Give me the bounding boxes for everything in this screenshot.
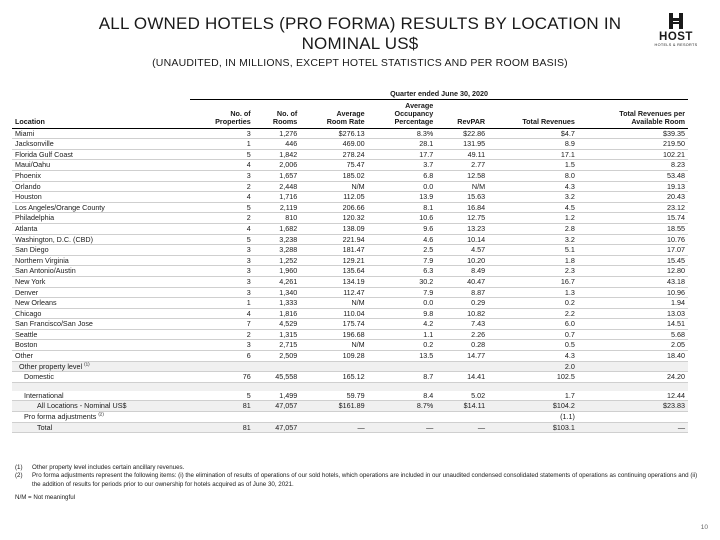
occ-cell: 6.3	[368, 266, 437, 277]
col-properties: No. of Properties	[190, 100, 254, 129]
rate-cell: 109.28	[300, 351, 367, 362]
rooms-cell: 1,716	[254, 192, 301, 203]
trpar-cell: 219.50	[578, 139, 688, 150]
rooms-cell: 1,333	[254, 298, 301, 309]
revenues-cell: 4.3	[488, 181, 578, 192]
occ-cell: 10.6	[368, 213, 437, 224]
rooms-cell: 1,252	[254, 255, 301, 266]
trpar-cell: 2.05	[578, 340, 688, 351]
occ-cell: 9.8	[368, 308, 437, 319]
table-row	[12, 276, 688, 287]
table-row	[12, 139, 688, 150]
period-header: Quarter ended June 30, 2020	[190, 87, 688, 100]
footnote-1: (1) Other property level includes certain ancillary revenues.	[15, 464, 185, 471]
revpar-cell: $22.86	[436, 128, 488, 139]
properties-cell: 3	[190, 128, 254, 139]
revpar-cell: 49.11	[436, 149, 488, 160]
occ-cell: 8.3%	[368, 128, 437, 139]
rate-cell: 221.94	[300, 234, 367, 245]
rooms-cell: 1,816	[254, 308, 301, 319]
table-row	[12, 308, 688, 319]
column-headers	[12, 100, 688, 129]
revpar-cell: 16.84	[436, 202, 488, 213]
properties-cell: 1	[190, 139, 254, 150]
table-row	[12, 170, 688, 181]
rate-cell: N/M	[300, 298, 367, 309]
rooms-cell: 3,288	[254, 245, 301, 256]
properties-cell: 6	[190, 351, 254, 362]
trpar-cell: 10.76	[578, 234, 688, 245]
table-row	[12, 287, 688, 298]
trpar-cell: 10.96	[578, 287, 688, 298]
location-cell: Orlando	[12, 181, 190, 192]
col-location: Location	[12, 100, 190, 129]
revenues-cell: 1.5	[488, 160, 578, 171]
logo-tagline: HOTELS & RESORTS	[654, 43, 698, 47]
location-cell: Chicago	[12, 308, 190, 319]
location-cell: Florida Gulf Coast	[12, 149, 190, 160]
rooms-cell: 4,261	[254, 276, 301, 287]
rooms-cell: 2,509	[254, 351, 301, 362]
revpar-cell: 12.75	[436, 213, 488, 224]
location-cell: Seattle	[12, 329, 190, 340]
col-occupancy: Average Occupancy Percentage	[368, 100, 437, 129]
rate-cell: 120.32	[300, 213, 367, 224]
rate-cell: 278.24	[300, 149, 367, 160]
rate-cell: 112.05	[300, 192, 367, 203]
revenues-cell: 1.3	[488, 287, 578, 298]
properties-cell: 5	[190, 202, 254, 213]
trpar-cell: 17.07	[578, 245, 688, 256]
table-row	[12, 149, 688, 160]
properties-cell: 3	[190, 255, 254, 266]
occ-cell: 4.2	[368, 319, 437, 330]
revenues-cell: 8.0	[488, 170, 578, 181]
revpar-cell: 8.49	[436, 266, 488, 277]
revenues-cell: 4.3	[488, 351, 578, 362]
revpar-cell: 4.57	[436, 245, 488, 256]
occ-cell: 13.9	[368, 192, 437, 203]
properties-cell: 3	[190, 276, 254, 287]
occ-cell: 2.5	[368, 245, 437, 256]
location-cell: Washington, D.C. (CBD)	[12, 234, 190, 245]
domestic-row: Domestic 76 45,558 165.12 8.7 14.41 102.5 24.20	[12, 372, 688, 383]
table-row	[12, 213, 688, 224]
location-cell: Los Angeles/Orange County	[12, 202, 190, 213]
rooms-cell: 446	[254, 139, 301, 150]
revenues-cell: 1.8	[488, 255, 578, 266]
location-cell: San Francisco/San Jose	[12, 319, 190, 330]
properties-cell: 3	[190, 170, 254, 181]
rooms-cell: 1,960	[254, 266, 301, 277]
occ-cell: 9.6	[368, 223, 437, 234]
location-cell: New York	[12, 276, 190, 287]
revpar-cell: 10.14	[436, 234, 488, 245]
revpar-cell: 14.77	[436, 351, 488, 362]
revpar-cell: N/M	[436, 181, 488, 192]
rate-cell: 134.19	[300, 276, 367, 287]
rooms-cell: 2,448	[254, 181, 301, 192]
pro-forma-row: Pro forma adjustments $^{(2)}$ (1.1)	[12, 412, 688, 423]
properties-cell: 4	[190, 160, 254, 171]
table-row	[12, 192, 688, 203]
rooms-cell: 810	[254, 213, 301, 224]
trpar-cell: 1.94	[578, 298, 688, 309]
table-row	[12, 245, 688, 256]
rate-cell: 135.64	[300, 266, 367, 277]
rate-cell: 110.04	[300, 308, 367, 319]
col-revenues: Total Revenues	[488, 100, 578, 129]
properties-cell: 3	[190, 340, 254, 351]
revpar-cell: 0.29	[436, 298, 488, 309]
occ-cell: 7.9	[368, 287, 437, 298]
col-trpar: Total Revenues per Available Room	[578, 100, 688, 129]
rooms-cell: 1,657	[254, 170, 301, 181]
trpar-cell: 12.80	[578, 266, 688, 277]
location-cell: Miami	[12, 128, 190, 139]
revenues-cell: 3.2	[488, 234, 578, 245]
revenues-cell: 4.5	[488, 202, 578, 213]
col-revpar: RevPAR	[436, 100, 488, 129]
occ-cell: 30.2	[368, 276, 437, 287]
occ-cell: 0.0	[368, 181, 437, 192]
rate-cell: $276.13	[300, 128, 367, 139]
occ-cell: 28.1	[368, 139, 437, 150]
rate-cell: 469.00	[300, 139, 367, 150]
table-row	[12, 266, 688, 277]
col-rooms: No. of Rooms	[254, 100, 301, 129]
location-cell: Other	[12, 351, 190, 362]
revpar-cell: 7.43	[436, 319, 488, 330]
trpar-cell: 18.55	[578, 223, 688, 234]
rooms-cell: 1,842	[254, 149, 301, 160]
properties-cell: 7	[190, 319, 254, 330]
occ-cell: 0.0	[368, 298, 437, 309]
occ-cell: 1.1	[368, 329, 437, 340]
revenues-cell: 5.1	[488, 245, 578, 256]
revpar-cell: 10.20	[436, 255, 488, 266]
revpar-cell: 8.87	[436, 287, 488, 298]
trpar-cell: 23.12	[578, 202, 688, 213]
rooms-cell: 4,529	[254, 319, 301, 330]
title-line-1: ALL OWNED HOTELS (PRO FORMA) RESULTS BY LOCATION IN	[98, 14, 622, 33]
rate-cell: N/M	[300, 181, 367, 192]
title-line-2: NOMINAL US$	[301, 34, 419, 53]
rooms-cell: 3,238	[254, 234, 301, 245]
rate-cell: N/M	[300, 340, 367, 351]
occ-cell: 7.9	[368, 255, 437, 266]
location-cell: Maui/Oahu	[12, 160, 190, 171]
properties-cell: 2	[190, 329, 254, 340]
revpar-cell: 2.77	[436, 160, 488, 171]
trpar-cell: 15.74	[578, 213, 688, 224]
rate-cell: 175.74	[300, 319, 367, 330]
location-cell: New Orleans	[12, 298, 190, 309]
table-row	[12, 329, 688, 340]
revpar-cell: 0.28	[436, 340, 488, 351]
revenues-cell: 1.2	[488, 213, 578, 224]
rate-cell: 196.68	[300, 329, 367, 340]
table-row	[12, 234, 688, 245]
all-locations-row: All Locations - Nominal US$ 81 47,057 $161.89 8.7% $14.11 $104.2 $23.83	[12, 401, 688, 412]
properties-cell: 5	[190, 234, 254, 245]
properties-cell: 2	[190, 213, 254, 224]
trpar-cell: $39.35	[578, 128, 688, 139]
properties-cell: 3	[190, 287, 254, 298]
revenues-cell: 17.1	[488, 149, 578, 160]
properties-cell: 4	[190, 308, 254, 319]
rooms-cell: 1,315	[254, 329, 301, 340]
rate-cell: 129.21	[300, 255, 367, 266]
properties-cell: 3	[190, 245, 254, 256]
revenues-cell: 2.8	[488, 223, 578, 234]
properties-cell: 1	[190, 298, 254, 309]
table-row	[12, 298, 688, 309]
table-row	[12, 351, 688, 362]
occ-cell: 3.7	[368, 160, 437, 171]
location-rows	[12, 128, 688, 361]
trpar-cell: 20.43	[578, 192, 688, 203]
revenues-cell: $4.7	[488, 128, 578, 139]
properties-cell: 3	[190, 266, 254, 277]
trpar-cell: 102.21	[578, 149, 688, 160]
trpar-cell: 8.23	[578, 160, 688, 171]
results-table	[12, 87, 688, 433]
occ-cell: 0.2	[368, 340, 437, 351]
trpar-cell: 43.18	[578, 276, 688, 287]
location-cell: Atlanta	[12, 223, 190, 234]
location-cell: Northern Virginia	[12, 255, 190, 266]
revpar-cell: 13.23	[436, 223, 488, 234]
table-row	[12, 181, 688, 192]
rate-cell: 112.47	[300, 287, 367, 298]
revpar-cell: 10.82	[436, 308, 488, 319]
footnotes	[15, 464, 705, 489]
occ-cell: 13.5	[368, 351, 437, 362]
revenues-cell: 0.7	[488, 329, 578, 340]
logo-word: HOST	[659, 31, 693, 43]
rate-cell: 75.47	[300, 160, 367, 171]
rooms-cell: 1,276	[254, 128, 301, 139]
revpar-cell: 40.47	[436, 276, 488, 287]
rate-cell: 181.47	[300, 245, 367, 256]
rooms-cell: 2,715	[254, 340, 301, 351]
rooms-cell: 1,682	[254, 223, 301, 234]
occ-cell: 8.1	[368, 202, 437, 213]
trpar-cell: 13.03	[578, 308, 688, 319]
revenues-cell: 8.9	[488, 139, 578, 150]
international-row: International 5 1,499 59.79 8.4 5.02 1.7 12.44	[12, 391, 688, 401]
table-row	[12, 160, 688, 171]
properties-cell: 5	[190, 149, 254, 160]
trpar-cell: 19.13	[578, 181, 688, 192]
table-row	[12, 202, 688, 213]
revpar-cell: 131.95	[436, 139, 488, 150]
occ-cell: 4.6	[368, 234, 437, 245]
occ-cell: 17.7	[368, 149, 437, 160]
properties-cell: 2	[190, 181, 254, 192]
properties-cell: 4	[190, 192, 254, 203]
trpar-cell: 5.68	[578, 329, 688, 340]
trpar-cell: 53.48	[578, 170, 688, 181]
col-room-rate: Average Room Rate	[300, 100, 367, 129]
revenues-cell: 3.2	[488, 192, 578, 203]
revenues-cell: 16.7	[488, 276, 578, 287]
rate-cell: 138.09	[300, 223, 367, 234]
properties-cell: 4	[190, 223, 254, 234]
location-cell: Philadelphia	[12, 213, 190, 224]
rate-cell: 185.02	[300, 170, 367, 181]
table-row	[12, 319, 688, 330]
page-number: 10	[700, 524, 708, 531]
trpar-cell: 18.40	[578, 351, 688, 362]
location-cell: Jacksonville	[12, 139, 190, 150]
revpar-cell: 15.63	[436, 192, 488, 203]
rooms-cell: 1,340	[254, 287, 301, 298]
location-cell: Denver	[12, 287, 190, 298]
host-logo-icon	[669, 13, 683, 29]
trpar-cell: 14.51	[578, 319, 688, 330]
revenues-cell: 0.2	[488, 298, 578, 309]
location-cell: Phoenix	[12, 170, 190, 181]
table-row	[12, 340, 688, 351]
location-cell: Houston	[12, 192, 190, 203]
revpar-cell: 2.26	[436, 329, 488, 340]
host-logo	[651, 13, 701, 48]
trpar-cell: 15.45	[578, 255, 688, 266]
revenues-cell: 6.0	[488, 319, 578, 330]
nm-note: N/M = Not meaningful	[15, 494, 76, 501]
total-row: Total 81 47,057 — — — $103.1 —	[12, 422, 688, 433]
revenues-cell: 2.2	[488, 308, 578, 319]
location-cell: San Antonio/Austin	[12, 266, 190, 277]
revenues-cell: 0.5	[488, 340, 578, 351]
rooms-cell: 2,119	[254, 202, 301, 213]
rooms-cell: 2,006	[254, 160, 301, 171]
location-cell: San Diego	[12, 245, 190, 256]
revpar-cell: 12.58	[436, 170, 488, 181]
revenues-cell: 2.3	[488, 266, 578, 277]
table-row	[12, 255, 688, 266]
other-property-level-row: Other property level $^{(1)}$ 2.0	[12, 361, 688, 372]
table-row	[12, 128, 688, 139]
footnote-2: (2) Pro forma adjustments represent the following items: (i) the elimination of results of operations of our sold hotels, which operations are included in our unaudited condensed consolidated statements of operations as continuing operations and (ii) the addition of results for periods prior to our ownership for hotels acquired as of June 30, 2021.	[15, 472, 698, 488]
location-cell: Boston	[12, 340, 190, 351]
page-subtitle: (UNAUDITED, IN MILLIONS, EXCEPT HOTEL STATISTICS AND PER ROOM BASIS)	[152, 57, 568, 69]
page-title	[0, 14, 720, 54]
occ-cell: 6.8	[368, 170, 437, 181]
table-row	[12, 223, 688, 234]
rate-cell: 206.66	[300, 202, 367, 213]
